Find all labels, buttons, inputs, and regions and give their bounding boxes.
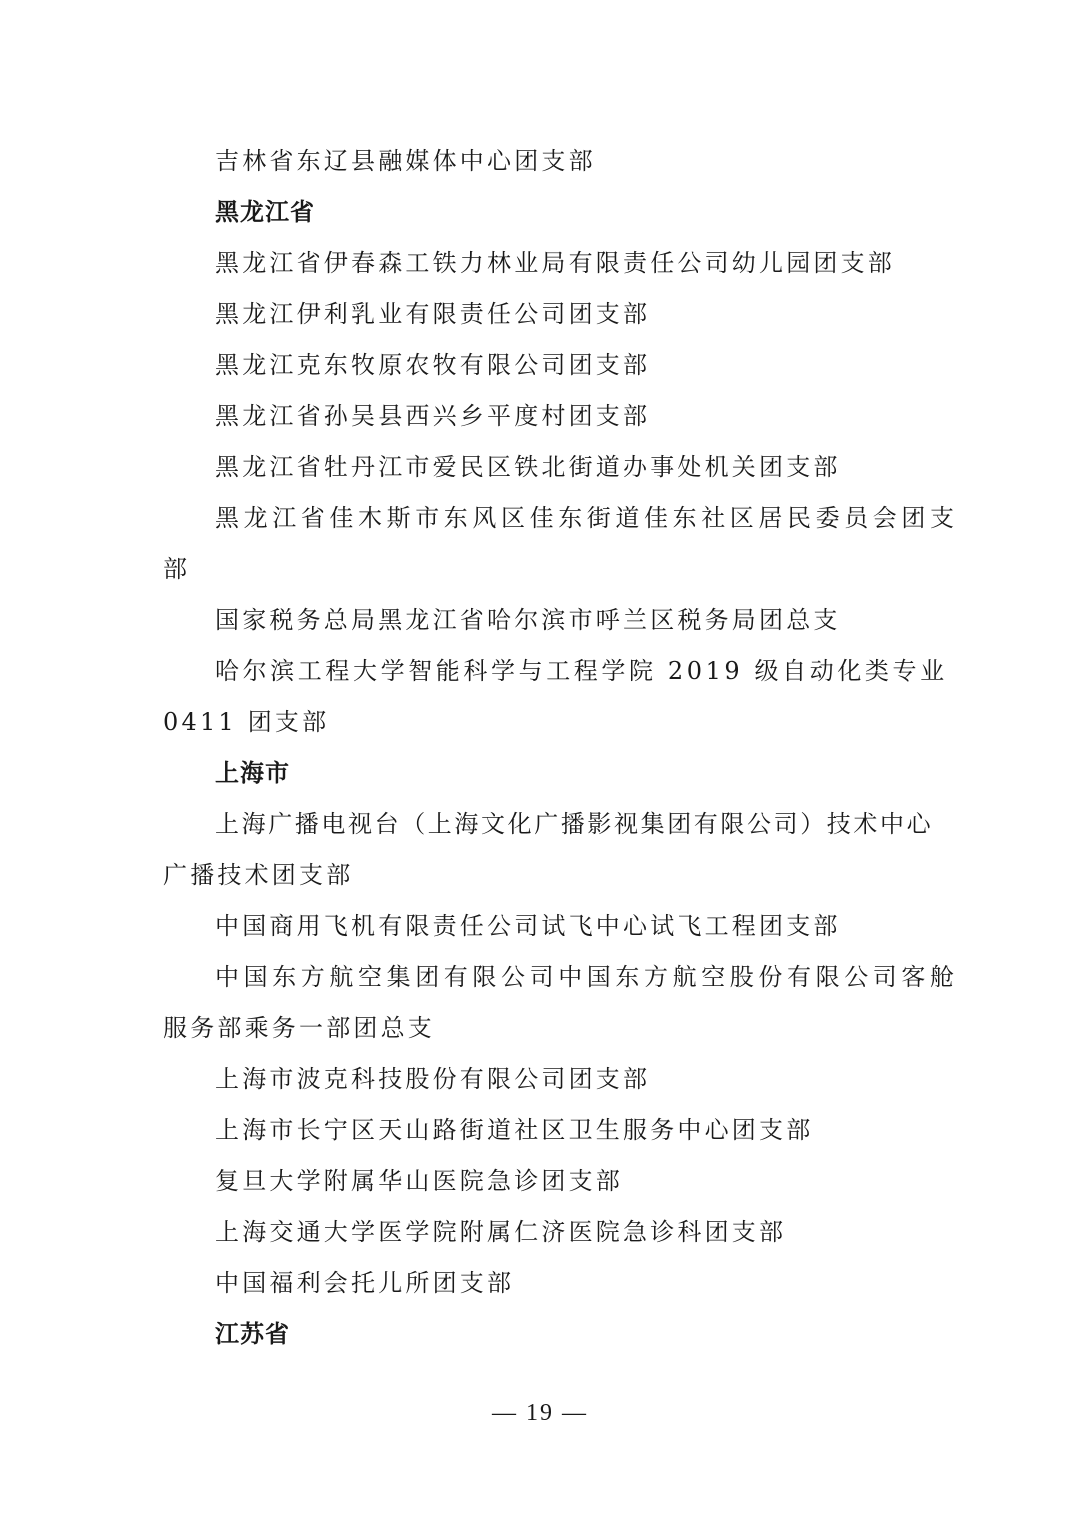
list-item: 哈尔滨工程大学智能科学与工程学院 2019 级自动化类专业 <box>215 657 948 685</box>
section-heading-jiangsu: 江苏省 <box>215 1320 290 1348</box>
page-number: — 19 — <box>492 1400 588 1426</box>
list-item: 黑龙江省孙吴县西兴乡平度村团支部 <box>215 402 651 430</box>
list-item: 中国商用飞机有限责任公司试飞中心试飞工程团支部 <box>215 912 841 940</box>
list-item: 上海交通大学医学院附属仁济医院急诊科团支部 <box>215 1218 787 1246</box>
list-item: 国家税务总局黑龙江省哈尔滨市呼兰区税务局团总支 <box>215 606 841 634</box>
document-body <box>163 136 959 1360</box>
list-item: 黑龙江省佳木斯市东风区佳东街道佳东社区居民委员会团支 <box>215 504 959 532</box>
list-item: 上海市长宁区天山路街道社区卫生服务中心团支部 <box>215 1116 814 1144</box>
list-item: 上海广播电视台（上海文化广播影视集团有限公司）技术中心 <box>215 810 934 838</box>
list-item: 黑龙江省伊春森工铁力林业局有限责任公司幼儿园团支部 <box>215 249 895 277</box>
list-item: 黑龙江伊利乳业有限责任公司团支部 <box>215 300 651 328</box>
list-item-continuation: 广播技术团支部 <box>163 861 354 889</box>
section-heading-shanghai: 上海市 <box>215 759 290 787</box>
list-item: 复旦大学附属华山医院急诊团支部 <box>215 1167 623 1195</box>
list-item-continuation: 部 <box>163 555 191 583</box>
list-item: 黑龙江省牡丹江市爱民区铁北街道办事处机关团支部 <box>215 453 841 481</box>
list-item-continuation: 0411 团支部 <box>163 708 330 736</box>
list-item-continuation: 服务部乘务一部团总支 <box>163 1014 435 1042</box>
list-item: 中国福利会托儿所团支部 <box>215 1269 515 1297</box>
section-heading-heilongjiang: 黑龙江省 <box>215 198 315 226</box>
list-item: 吉林省东辽县融媒体中心团支部 <box>215 147 596 175</box>
list-item: 上海市波克科技股份有限公司团支部 <box>215 1065 651 1093</box>
list-item: 黑龙江克东牧原农牧有限公司团支部 <box>215 351 651 379</box>
list-item: 中国东方航空集团有限公司中国东方航空股份有限公司客舱 <box>215 963 959 991</box>
